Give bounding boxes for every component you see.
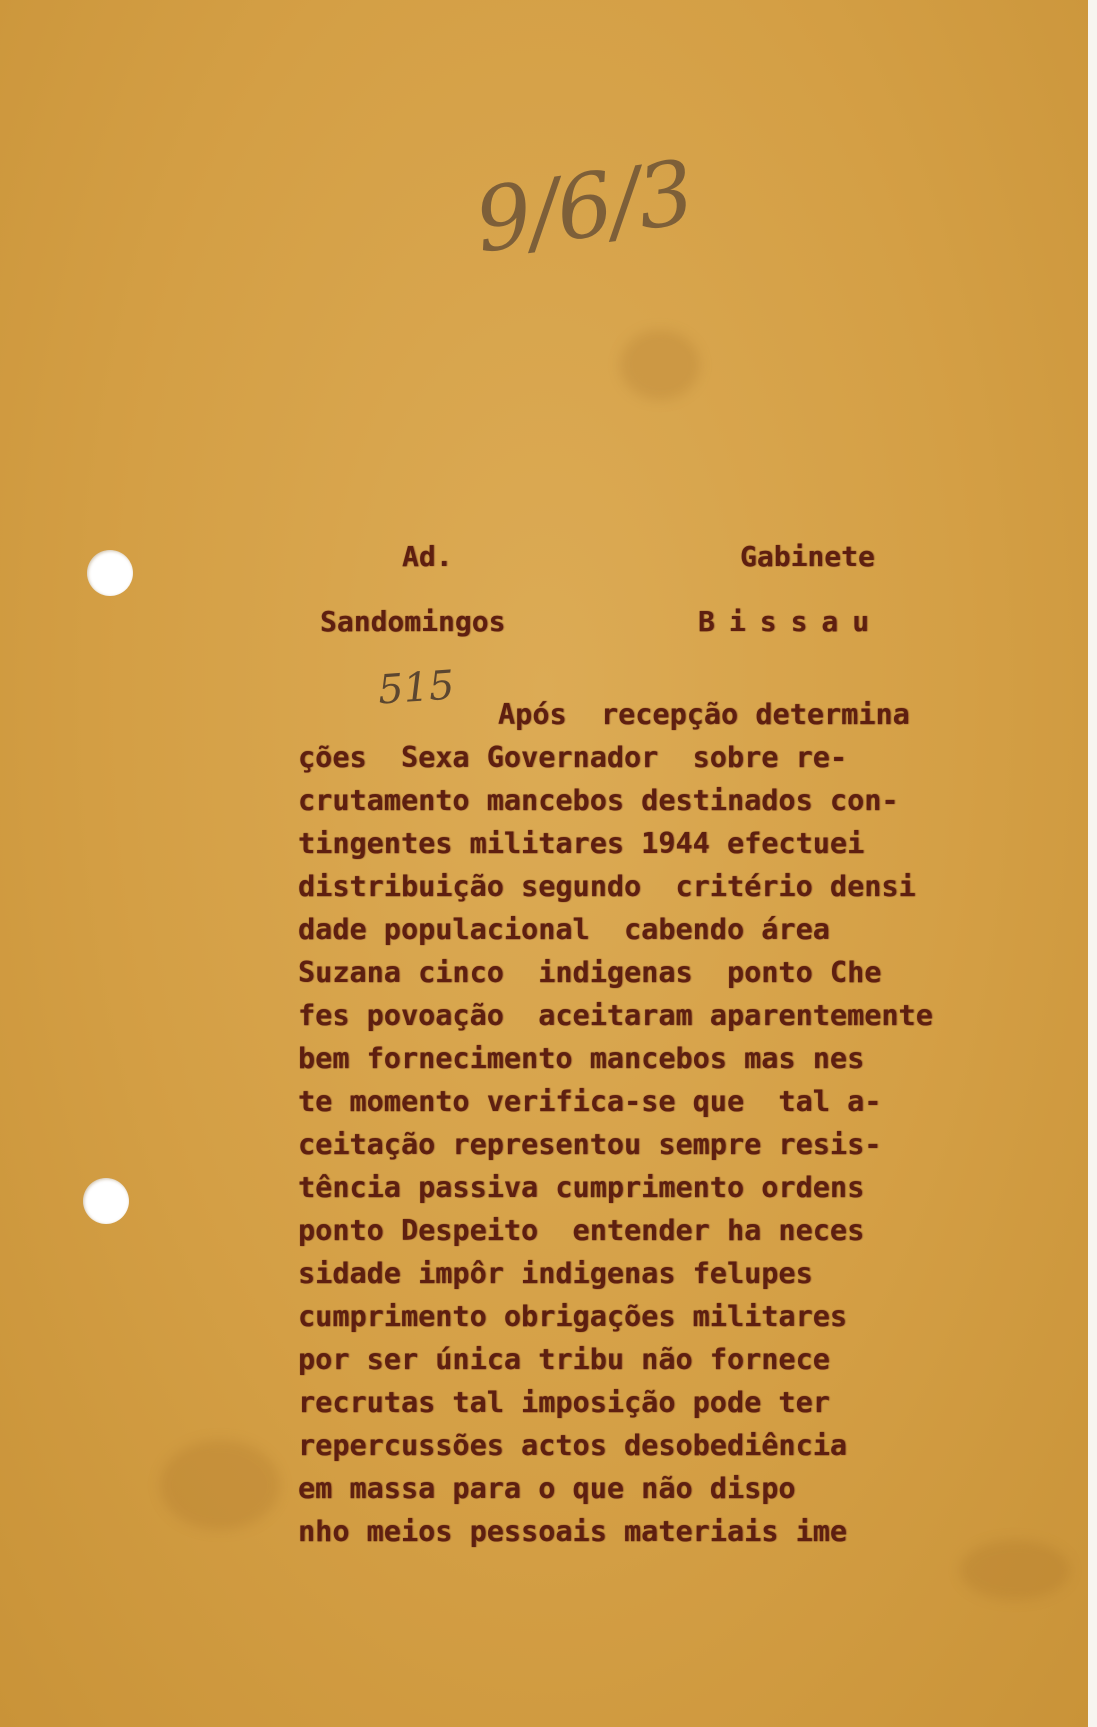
to-place: Bissau [698, 605, 884, 638]
body-line: ceitação representou sempre resis- [298, 1128, 882, 1161]
body-line: fes povoação aceitaram aparentemente [298, 999, 933, 1032]
body-line: Após recepção determina [498, 698, 910, 731]
body-line: bem fornecimento mancebos mas nes [298, 1042, 865, 1075]
scan-edge [1088, 0, 1097, 1727]
body-line: tingentes militares 1944 efectuei [298, 827, 865, 860]
body-line: ponto Despeito entender ha neces [298, 1214, 865, 1247]
handwritten-reference: 9/6/3 [468, 140, 699, 273]
to-office: Gabinete [740, 540, 875, 573]
body-line: tência passiva cumprimento ordens [298, 1171, 865, 1204]
punch-hole [83, 1178, 129, 1224]
from-office: Ad. [402, 540, 453, 573]
paper-stain [160, 1440, 280, 1530]
body-line: repercussões actos desobediência [298, 1429, 848, 1462]
body-line: crutamento mancebos destinados con- [298, 784, 899, 817]
handwritten-number: 515 [376, 662, 456, 714]
paper-stain [620, 330, 700, 400]
body-line: nho meios pessoais materiais ime [298, 1515, 848, 1548]
body-line: sidade impôr indigenas felupes [298, 1257, 813, 1290]
body-line: ções Sexa Governador sobre re- [298, 741, 848, 774]
body-line: Suzana cinco indigenas ponto Che [298, 956, 882, 989]
body-line: em massa para o que não dispo [298, 1472, 796, 1505]
body-line: recrutas tal imposição pode ter [298, 1386, 830, 1419]
body-line: te momento verifica-se que tal a- [298, 1085, 882, 1118]
body-line: por ser única tribu não fornece [298, 1343, 830, 1376]
punch-hole [87, 550, 133, 596]
body-line: cumprimento obrigações militares [298, 1300, 848, 1333]
body-line: distribuição segundo critério densi [298, 870, 916, 903]
telegram-body [298, 693, 1078, 1553]
body-line: dade populacional cabendo área [298, 913, 830, 946]
from-place: Sandomingos [320, 605, 506, 638]
